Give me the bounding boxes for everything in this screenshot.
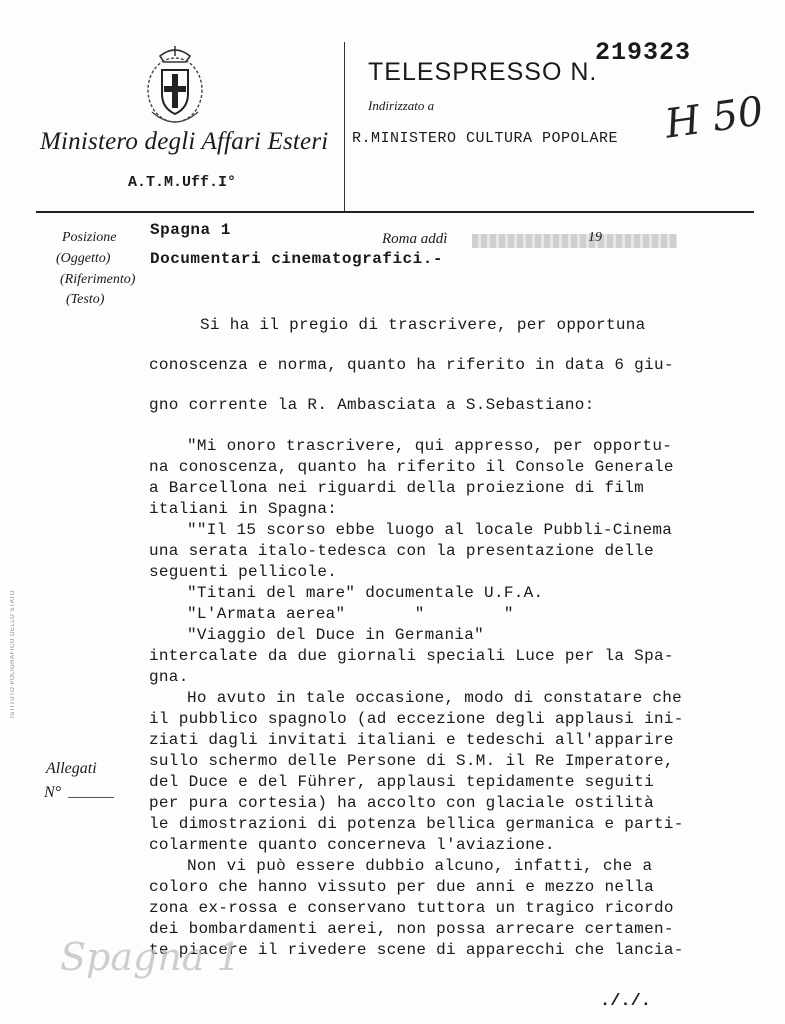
- body-line: intercalate da due giornali speciali Luce per la Spa-: [149, 647, 674, 665]
- attachments-number-label: N°: [44, 784, 62, 801]
- body-line: una serata italo-tedesca con la presentazione delle: [149, 542, 654, 560]
- text-label: (Testo): [66, 292, 105, 307]
- body-line: "Viaggio del Duce in Germania": [187, 626, 485, 644]
- body-line: ziati dagli invitati italiani e tedeschi all'apparire: [149, 731, 674, 749]
- body-line: dei bombardamenti aerei, non possa arrecare certamen-: [149, 920, 674, 938]
- body-line: "L'Armata aerea" " ": [187, 605, 514, 623]
- office-code: A.T.M.Uff.I°: [128, 174, 237, 191]
- handwritten-signature: Spagna 1: [60, 935, 241, 979]
- body-line: te piacere il rivedere scene di apparecchi che lancia-: [149, 941, 684, 959]
- date-label: Roma addì: [382, 231, 448, 247]
- subject-value: Documentari cinematografici.-: [150, 250, 443, 268]
- handwritten-mark: H 50: [662, 88, 767, 148]
- body-line: zona ex-rossa e conservano tuttora un tragico ricordo: [149, 899, 674, 917]
- continuation-mark: ././.: [600, 992, 652, 1011]
- body-line: "Mi onoro trascrivere, qui appresso, per opportu-: [187, 437, 673, 455]
- printer-imprint: ISTITUTO POLIGRAFICO DELLO STATO: [10, 590, 16, 718]
- body-line: na conoscenza, quanto ha riferito il Console Generale: [149, 458, 674, 476]
- body-line: coloro che hanno vissuto per due anni e mezzo nella: [149, 878, 654, 896]
- ministry-name: Ministero degli Affari Esteri: [40, 128, 329, 155]
- body-line: a Barcellona nei riguardi della proiezione di film: [149, 479, 645, 497]
- position-label: Posizione: [62, 230, 117, 245]
- header-divider-vertical: [344, 42, 345, 212]
- addressed-label: Indirizzato a: [368, 98, 435, 113]
- recipient: R.MINISTERO CULTURA POPOLARE: [352, 130, 619, 147]
- body-line: seguenti pellicole.: [149, 563, 338, 581]
- body-line: colarmente quanto concerneva l'aviazione.: [149, 836, 555, 854]
- attachments-line: [68, 797, 114, 798]
- subject-label: (Oggetto): [56, 251, 111, 266]
- body-line: il pubblico spagnolo (ad eccezione degli applausi ini-: [149, 710, 684, 728]
- date-stamp: [472, 234, 677, 248]
- attachments-label: Allegati: [46, 760, 97, 777]
- body-line: ""Il 15 scorso ebbe luogo al locale Pubbli-Cinema: [187, 521, 673, 539]
- body-line: del Duce e del Führer, applausi tepidamente seguiti: [149, 773, 654, 791]
- date-value: 19: [588, 230, 602, 245]
- body-line: gna.: [149, 668, 189, 686]
- body-line: Si ha il pregio di trascrivere, per opportuna: [200, 316, 646, 334]
- document-title: TELESPRESSO N.: [368, 58, 598, 86]
- document-number: 219323: [595, 38, 692, 67]
- position-value: Spagna 1: [150, 221, 231, 239]
- body-line: gno corrente la R. Ambasciata a S.Sebastiano:: [149, 396, 595, 414]
- body-line: sullo schermo delle Persone di S.M. il Re Imperatore,: [149, 752, 674, 770]
- body-line: Ho avuto in tale occasione, modo di constatare che: [187, 689, 683, 707]
- header-divider-horizontal: [36, 211, 754, 213]
- body-line: Non vi può essere dubbio alcuno, infatti, che a: [187, 857, 653, 875]
- reference-label: (Riferimento): [60, 272, 136, 287]
- body-line: per pura cortesia) ha accolto con glaciale ostilità: [149, 794, 654, 812]
- body-line: "Titani del mare" documentale U.F.A.: [187, 584, 544, 602]
- body-line: le dimostrazioni di potenza bellica germanica e parti-: [149, 815, 684, 833]
- body-line: italiani in Spagna:: [149, 500, 338, 518]
- body-line: conoscenza e norma, quanto ha riferito in data 6 giu-: [149, 356, 674, 374]
- savoy-crest-icon: [140, 42, 210, 130]
